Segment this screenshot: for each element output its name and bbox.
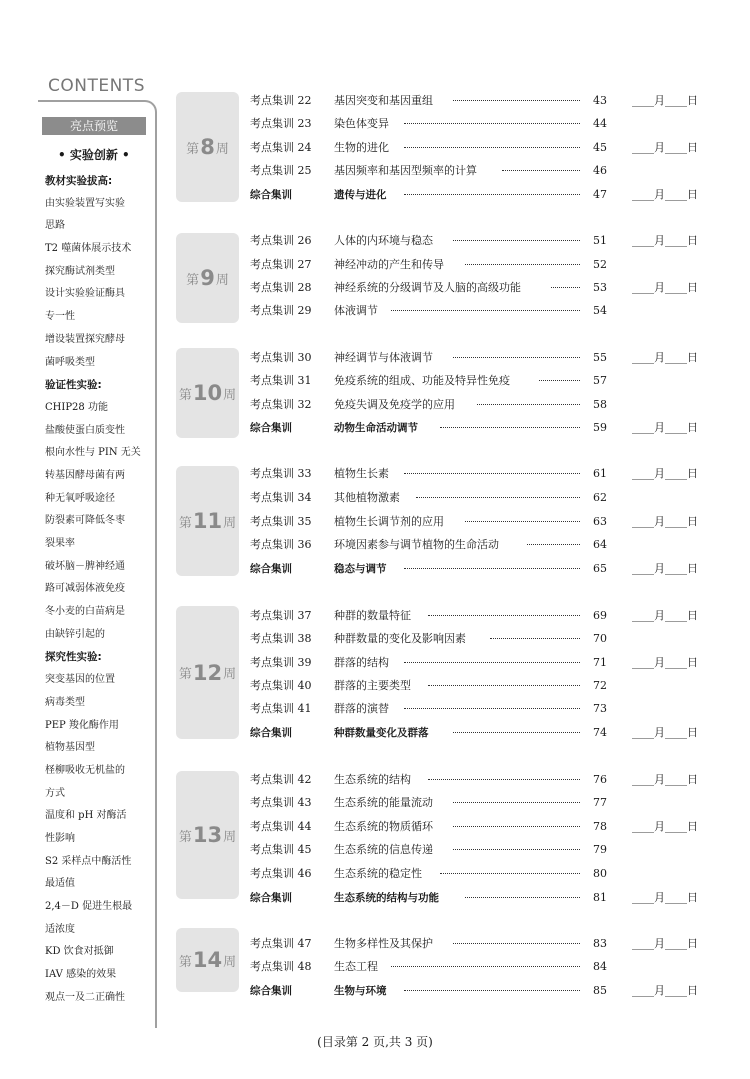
week-post: 周 — [223, 667, 237, 682]
toc-row[interactable] — [250, 255, 710, 275]
page-number: 79 — [593, 843, 607, 856]
lesson-code: 考点集训 35 — [250, 515, 312, 528]
lesson-title: 植物生长调节剂的应用 — [334, 515, 444, 528]
dot-leader — [404, 473, 581, 474]
lesson-code: 综合集训 — [250, 189, 292, 201]
lesson-code: 考点集训 29 — [250, 304, 312, 317]
toc-row[interactable] — [250, 723, 710, 743]
lesson-code: 考点集训 45 — [250, 843, 312, 856]
sidebar-item: 由缺锌引起的 — [45, 628, 105, 640]
lesson-title: 染色体变异 — [334, 117, 389, 130]
lesson-title: 种群数量变化及群落 — [334, 727, 429, 739]
dot-leader — [404, 708, 581, 709]
sidebar-item: 设计实验验证酶具 — [45, 288, 125, 300]
lesson-title: 基因突变和基因重组 — [334, 94, 433, 107]
toc-row[interactable] — [250, 512, 710, 532]
contents-heading: CONTENTS — [48, 76, 145, 96]
toc-row[interactable] — [250, 699, 710, 719]
lesson-title: 生态系统的结构与功能 — [334, 892, 439, 904]
sidebar-item: 专一性 — [45, 311, 75, 323]
toc-row[interactable] — [250, 231, 710, 251]
page-number: 51 — [593, 234, 607, 247]
lesson-code: 综合集训 — [250, 892, 292, 904]
toc-row[interactable] — [250, 629, 710, 649]
week-pre: 第 — [186, 272, 200, 288]
week-label-11 — [176, 466, 239, 576]
sidebar-item: 性影响 — [45, 832, 75, 844]
page-number: 45 — [593, 141, 607, 154]
sidebar-item: 观点一及二正确性 — [45, 991, 125, 1003]
week-num: 10 — [192, 381, 223, 405]
lesson-title: 生态系统的能量流动 — [334, 796, 433, 809]
week-label-12 — [176, 606, 239, 739]
lesson-code: 考点集训 28 — [250, 281, 312, 294]
toc-row[interactable] — [250, 185, 710, 205]
sidebar-category: 验证性实验: — [45, 379, 102, 392]
dot-leader — [453, 943, 580, 944]
toc-row[interactable] — [250, 559, 710, 579]
lesson-code: 考点集训 37 — [250, 609, 312, 622]
lesson-code: 考点集训 38 — [250, 632, 312, 645]
dot-leader — [404, 147, 581, 148]
lesson-code: 考点集训 39 — [250, 656, 312, 669]
sidebar-category: 探究性实验: — [45, 651, 102, 664]
lesson-title: 群落的演替 — [334, 702, 389, 715]
week-label-10 — [176, 348, 239, 438]
toc-row[interactable] — [250, 888, 710, 908]
date-blank[interactable]: ____月____日 — [632, 820, 698, 833]
lesson-title: 基因频率和基因型频率的计算 — [334, 164, 477, 177]
toc-row[interactable] — [250, 770, 710, 790]
page-number: 72 — [593, 679, 607, 692]
lesson-title: 动物生命活动调节 — [334, 422, 418, 434]
date-blank[interactable]: ____月____日 — [632, 141, 698, 154]
dot-leader — [428, 615, 580, 616]
date-blank[interactable]: ____月____日 — [632, 281, 698, 294]
lesson-code: 考点集训 44 — [250, 820, 312, 833]
dot-leader — [477, 404, 580, 405]
lesson-title: 生物多样性及其保护 — [334, 937, 433, 950]
sidebar-item: 柽柳吸收无机盐的 — [45, 764, 125, 776]
sidebar-list — [45, 170, 151, 1009]
lesson-title: 稳态与调节 — [334, 563, 387, 575]
lesson-code: 考点集训 24 — [250, 141, 312, 154]
sidebar-item: PEP 羧化酶作用 — [45, 719, 119, 731]
lesson-code: 考点集训 42 — [250, 773, 312, 786]
lesson-code: 综合集训 — [250, 985, 292, 997]
week-post: 周 — [223, 515, 237, 531]
toc-row[interactable] — [250, 348, 710, 368]
lesson-title: 群落的主要类型 — [334, 679, 411, 692]
dot-leader — [527, 544, 581, 545]
lesson-code: 考点集训 23 — [250, 117, 312, 130]
page-number: 74 — [593, 726, 607, 739]
sidebar-item: 破坏脑－脾神经通 — [45, 560, 125, 572]
toc-row[interactable] — [250, 278, 710, 298]
page-number: 61 — [593, 467, 607, 480]
toc-row[interactable] — [250, 957, 710, 977]
lesson-title: 人体的内环境与稳态 — [334, 234, 433, 247]
dot-leader — [465, 897, 580, 898]
dot-leader — [428, 779, 580, 780]
week-num: 14 — [192, 948, 223, 972]
page-number: 85 — [593, 984, 607, 997]
lesson-title: 植物生长素 — [334, 467, 389, 480]
sidebar-item: KD 饮食对抵御 — [45, 946, 114, 958]
sidebar-item: 盐酸使蛋白质变性 — [45, 424, 125, 436]
dot-leader — [502, 170, 580, 171]
dot-leader — [404, 662, 581, 663]
highlight-preview-badge: 亮点预览 — [42, 117, 146, 135]
lesson-code: 综合集训 — [250, 422, 292, 434]
toc-row[interactable] — [250, 114, 710, 134]
page-number: 52 — [593, 258, 607, 271]
dot-leader — [453, 826, 580, 827]
toc-row[interactable] — [250, 138, 710, 158]
date-blank[interactable]: ____月____日 — [632, 421, 698, 434]
week-post: 周 — [223, 387, 237, 403]
week-label-9 — [176, 233, 239, 323]
toc-row[interactable] — [250, 676, 710, 696]
page-number: 43 — [593, 94, 607, 107]
sidebar-item: 探究酶试剂类型 — [45, 265, 115, 277]
page-number: 71 — [593, 656, 607, 669]
toc-row[interactable] — [250, 371, 710, 391]
dot-leader — [404, 123, 581, 124]
sidebar-item: 增设装置探究酵母 — [45, 333, 125, 345]
dot-leader — [539, 380, 580, 381]
week-post: 周 — [223, 829, 237, 845]
lesson-title: 遗传与进化 — [334, 189, 387, 201]
lesson-code: 考点集训 48 — [250, 960, 312, 973]
toc-row[interactable] — [250, 161, 710, 181]
sidebar-item: 病毒类型 — [45, 696, 85, 708]
date-blank[interactable]: ____月____日 — [632, 188, 698, 201]
week-post: 周 — [215, 272, 229, 288]
lesson-title: 生物与环境 — [334, 985, 387, 997]
date-blank[interactable]: ____月____日 — [632, 609, 698, 622]
sidebar-item: 最适值 — [45, 878, 75, 890]
dot-leader — [428, 685, 580, 686]
page-number: 59 — [593, 421, 607, 434]
sidebar-item: 防裂素可降低冬枣 — [45, 515, 125, 527]
sidebar-item: IAV 感染的效果 — [45, 969, 117, 981]
lesson-code: 考点集训 34 — [250, 491, 312, 504]
lesson-title: 生态系统的结构 — [334, 773, 411, 786]
lesson-title: 神经调节与体液调节 — [334, 351, 433, 364]
dot-leader — [416, 497, 580, 498]
page-number: 80 — [593, 867, 607, 880]
page-number: 64 — [593, 538, 607, 551]
lesson-code: 综合集训 — [250, 727, 292, 739]
page-number: 81 — [593, 891, 607, 904]
sidebar-item: T2 噬菌体展示技术 — [45, 243, 132, 255]
toc-row[interactable] — [250, 535, 710, 555]
lesson-code: 考点集训 36 — [250, 538, 312, 551]
lesson-title: 神经冲动的产生和传导 — [334, 258, 444, 271]
toc-row[interactable] — [250, 395, 710, 415]
sidebar-item: 转基因酵母菌有两 — [45, 469, 125, 481]
lesson-title: 体液调节 — [334, 304, 378, 317]
sidebar-item: 思路 — [45, 220, 65, 232]
week-num: 11 — [192, 509, 223, 533]
date-blank[interactable]: ____月____日 — [632, 656, 698, 669]
dot-leader — [453, 357, 580, 358]
week-num: 12 — [192, 660, 223, 685]
page-number: 83 — [593, 937, 607, 950]
lesson-code: 考点集训 32 — [250, 398, 312, 411]
toc-row[interactable] — [250, 817, 710, 837]
dot-leader — [453, 849, 580, 850]
week-post: 周 — [215, 141, 229, 157]
page-number: 77 — [593, 796, 607, 809]
lesson-code: 考点集训 26 — [250, 234, 312, 247]
week-num: 13 — [192, 823, 223, 847]
sidebar-item: 路可减弱体液免疫 — [45, 583, 125, 595]
date-blank[interactable]: ____月____日 — [632, 891, 698, 904]
lesson-code: 考点集训 33 — [250, 467, 312, 480]
page-number: 54 — [593, 304, 607, 317]
sidebar-item: 菌呼吸类型 — [45, 356, 95, 368]
lesson-code: 考点集训 47 — [250, 937, 312, 950]
sidebar-item: 适浓度 — [45, 923, 75, 935]
toc-row[interactable] — [250, 91, 710, 111]
toc-row[interactable] — [250, 606, 710, 626]
date-blank[interactable]: ____月____日 — [632, 773, 698, 786]
date-blank[interactable]: ____月____日 — [632, 94, 698, 107]
dot-leader — [404, 194, 581, 195]
lesson-code: 考点集训 30 — [250, 351, 312, 364]
toc-row[interactable] — [250, 418, 710, 438]
date-blank[interactable]: ____月____日 — [632, 726, 698, 739]
toc-row[interactable] — [250, 864, 710, 884]
sidebar-item: 裂果率 — [45, 538, 75, 549]
experiment-innovation-label: • 实验创新 • — [58, 148, 130, 162]
lesson-title: 免疫失调及免疫学的应用 — [334, 398, 455, 411]
date-blank[interactable]: ____月____日 — [632, 234, 698, 247]
toc-row[interactable] — [250, 488, 710, 508]
sidebar-item: 温度和 pH 对酶活 — [45, 810, 127, 822]
sidebar-category: 教材实验拔高: — [45, 175, 113, 187]
dot-leader — [440, 873, 580, 874]
dot-leader — [453, 802, 580, 803]
page-number: 63 — [593, 515, 607, 528]
page-number: 84 — [593, 960, 607, 973]
sidebar-item: 冬小麦的白苗病是 — [45, 606, 125, 618]
lesson-title: 种群的数量特征 — [334, 609, 411, 622]
lesson-code: 考点集训 25 — [250, 164, 312, 177]
lesson-title: 生物的进化 — [334, 141, 389, 154]
page-number: 58 — [593, 398, 607, 411]
sidebar-item: 植物基因型 — [45, 742, 95, 754]
dot-leader — [453, 100, 580, 101]
sidebar-item: 种无氧呼吸途径 — [45, 492, 115, 504]
sidebar-item: 突变基因的位置 — [45, 674, 115, 686]
lesson-title: 神经系统的分级调节及人脑的高级功能 — [334, 281, 521, 294]
lesson-code: 考点集训 46 — [250, 867, 312, 880]
toc-row[interactable] — [250, 840, 710, 860]
date-blank[interactable]: ____月____日 — [632, 351, 698, 364]
sidebar-item: 方式 — [45, 787, 65, 799]
week-num: 9 — [200, 266, 215, 290]
dot-leader — [404, 990, 581, 991]
page-number: 78 — [593, 820, 607, 833]
page-number: 46 — [593, 164, 607, 177]
page-number: 57 — [593, 374, 607, 387]
week-pre: 第 — [178, 387, 192, 403]
toc-row[interactable] — [250, 653, 710, 673]
dot-leader — [465, 521, 580, 522]
page-number: 65 — [593, 562, 607, 575]
lesson-title: 环境因素参与调节植物的生命活动 — [334, 538, 499, 551]
week-label-13 — [176, 771, 239, 899]
lesson-code: 考点集训 22 — [250, 94, 312, 107]
date-blank[interactable]: ____月____日 — [632, 937, 698, 950]
toc-row[interactable] — [250, 793, 710, 813]
lesson-title: 生态系统的信息传递 — [334, 843, 433, 856]
dot-leader — [404, 568, 581, 569]
page-number: 76 — [593, 773, 607, 786]
sidebar-item: CHIP28 功能 — [45, 401, 108, 413]
lesson-code: 考点集训 27 — [250, 258, 312, 271]
dot-leader — [391, 310, 580, 311]
week-post: 周 — [223, 954, 237, 970]
week-label-8 — [176, 92, 239, 202]
date-blank[interactable]: ____月____日 — [632, 984, 698, 997]
lesson-title: 群落的结构 — [334, 656, 389, 669]
sidebar-item: 2,4－D 促进生根最 — [45, 901, 133, 912]
week-pre: 第 — [178, 829, 192, 845]
dot-leader — [440, 427, 580, 428]
page-number: 73 — [593, 702, 607, 715]
toc-row[interactable] — [250, 981, 710, 1001]
lesson-title: 生态工程 — [334, 960, 378, 973]
dot-leader — [465, 264, 580, 265]
dot-leader — [453, 732, 580, 733]
dot-leader — [453, 240, 580, 241]
lesson-code: 考点集训 43 — [250, 796, 312, 809]
sidebar-item: 根向水性与 PIN 无关 — [45, 447, 141, 459]
lesson-title: 免疫系统的组成、功能及特异性免疫 — [334, 374, 510, 387]
week-pre: 第 — [186, 141, 200, 157]
page-number: 53 — [593, 281, 607, 294]
date-blank[interactable]: ____月____日 — [632, 515, 698, 528]
dot-leader — [490, 638, 580, 639]
week-pre: 第 — [178, 954, 192, 970]
lesson-title: 生态系统的稳定性 — [334, 867, 422, 880]
lesson-code: 考点集训 40 — [250, 679, 312, 692]
lesson-code: 考点集训 31 — [250, 374, 312, 387]
toc-row[interactable] — [250, 301, 710, 321]
page-number: 70 — [593, 632, 607, 645]
lesson-title: 种群数量的变化及影响因素 — [334, 632, 466, 645]
week-pre: 第 — [178, 515, 192, 531]
date-blank[interactable]: ____月____日 — [632, 467, 698, 480]
page-number: 44 — [593, 117, 607, 130]
week-num: 8 — [200, 135, 215, 159]
page-number: 47 — [593, 188, 607, 201]
lesson-code: 考点集训 41 — [250, 702, 312, 715]
dot-leader — [551, 287, 580, 288]
toc-row[interactable] — [250, 464, 710, 484]
page-footer: (目录第 2 页,共 3 页) — [317, 1035, 433, 1049]
toc-row[interactable] — [250, 934, 710, 954]
page-number: 62 — [593, 491, 607, 504]
date-blank[interactable]: ____月____日 — [632, 562, 698, 575]
lesson-title: 其他植物激素 — [334, 491, 400, 504]
week-pre: 第 — [178, 667, 192, 682]
lesson-code: 综合集训 — [250, 563, 292, 575]
week-label-14 — [176, 928, 239, 992]
page-number: 69 — [593, 609, 607, 622]
lesson-title: 生态系统的物质循环 — [334, 820, 433, 833]
page-number: 55 — [593, 351, 607, 364]
sidebar-item: 由实验装置写实验 — [45, 197, 125, 209]
dot-leader — [391, 966, 580, 967]
sidebar-item: S2 采样点中酶活性 — [45, 855, 132, 867]
